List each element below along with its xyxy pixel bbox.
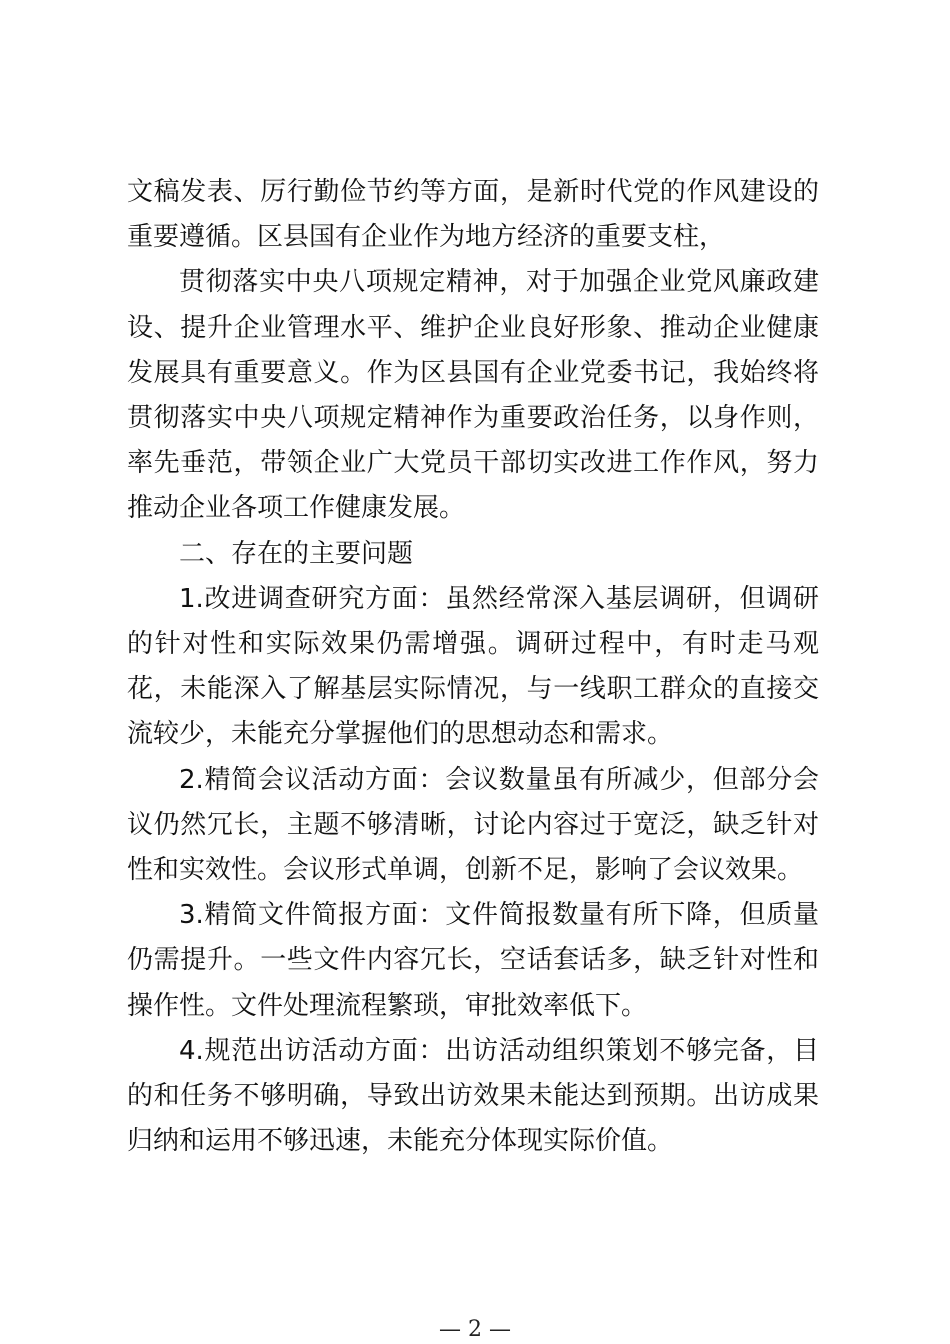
section-heading: 二、存在的主要问题 xyxy=(179,538,414,569)
page-number: — 2 — xyxy=(439,1317,511,1342)
paragraph-item-3: 3.精简文件简报方面：文件简报数量有所下降，但质量仍需提升。一些文件内容冗长，空话套话多，缺乏针对性和操作性。文件处理流程繁琐，审批效率低下。 xyxy=(127,900,819,1021)
paragraph-item-4: 4.规范出访活动方面：出访活动组织策划不够完备，目的和任务不够明确，导致出访效果未能达到预期。出访成果归纳和运用不够迅速，未能充分体现实际价值。 xyxy=(127,1035,819,1157)
paragraph-intro: 贯彻落实中央八项规定精神，对于加强企业党风廉政建设、提升企业管理水平、维护企业良好形象、推动企业健康发展具有重要意义。作为区县国有企业党委书记，我始终将贯彻落实中央八项规定精神作为重要政治任务，以身作则，率先垂范，带领企业广大党员干部切实改进工作作风，努力推动企业各项工作健康发展。 xyxy=(127,267,819,524)
paragraph-item-1: 1.改进调查研究方面：虽然经常深入基层调研，但调研的针对性和实际效果仍需增强。调研过程中，有时走马观花，未能深入了解基层实际情况，与一线职工群众的直接交流较少，未能充分掌握他们的思想动态和需求。 xyxy=(127,583,819,750)
paragraph-item-2: 2.精简会议活动方面：会议数量虽有所减少，但部分会议仍然冗长，主题不够清晰，讨论内容过于宽泛，缺乏针对性和实效性。会议形式单调，创新不足，影响了会议效果。 xyxy=(127,764,819,886)
document-body xyxy=(127,170,819,1164)
paragraph-continuation: 文稿发表、厉行勤俭节约等方面，是新时代党的作风建设的重要遵循。区县国有企业作为地方经济的重要支柱， xyxy=(127,177,819,253)
